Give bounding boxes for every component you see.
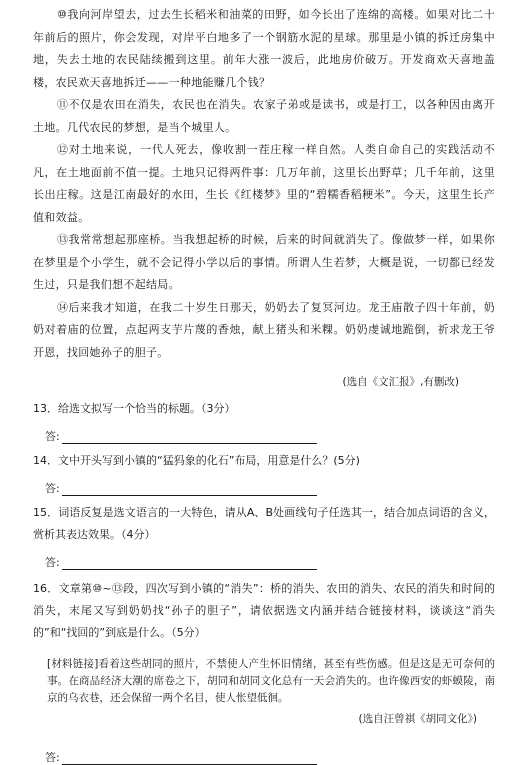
question-14: 14．文中开头写到小镇的“猛犸象的化石”布局，用意是什么？(5分) xyxy=(33,454,360,467)
answer-line[interactable] xyxy=(62,752,317,765)
material-source: (选自汪曾祺《胡同文化》) xyxy=(358,713,477,725)
answer-16 xyxy=(45,747,495,765)
answer-15 xyxy=(45,552,495,570)
answer-14 xyxy=(45,478,495,496)
exam-page xyxy=(33,0,495,765)
paragraph-13: ⑬我常常想起那座桥。当我想起桥的时候，后来的时间就消失了。像做梦一样，如果你在梦里是个小学生，就不会记得小学以后的事情。所谓人生若梦，大概是说，一切都已经发生过，只是我们想不起结局。 xyxy=(33,233,495,291)
material-link: [材料链接]看着这些胡同的照片，不禁使人产生怀旧情绪，甚至有些伤感。但是这是无可奈何的事。在商品经济大潮的席卷之下，胡同和胡同文化总有一天会消失的。也许像西安的虾蟆陵，南京的乌衣巷，还会保留一两个名目，使人怅望低徊。 xyxy=(47,658,495,704)
answer-label: 答: xyxy=(45,430,60,443)
answer-label: 答: xyxy=(45,751,60,764)
question-13: 13．给选文拟写一个恰当的标题。（3分） xyxy=(33,402,236,415)
paragraph-14: ⑭后来我才知道，在我二十岁生日那天，奶奶去了复冥河边。龙王庙散子四十年前，奶奶对着庙的位置，点起两支芋片蔑的香烛，献上猪头和米粿。奶奶虔诚地跪倒，祈求龙王爷开恩，找回她孙子的胆子。 xyxy=(33,300,495,359)
question-15: 15．词语反复是选文语言的一大特色，请从A、B处画线句子任选其一，结合加点词语的含义，赏析其表达效果。（4分） xyxy=(33,506,495,541)
answer-label: 答: xyxy=(45,556,60,569)
question-16: 16．文章第⑩~⑬段，四次写到小镇的“消失”：桥的消失、农田的消失、农民的消失和时间的消失，末尾又写到奶奶找“孙子的胆子”，请依据选文内涵并结合链接材料，谈谈这“消失的”和“找回的”到底是什么。（5分） xyxy=(33,582,495,639)
paragraph-10: ⑩我向河岸望去，过去生长稻米和油菜的田野，如今长出了连绵的高楼。如果对比二十年前后的照片，你会发现，对岸平白地多了一个钢筋水泥的星球。那里是小镇的拆迁房集中地，失去土地的农民陆续搬到这里。前年大涨一波后，此地房价破万。开发商欢天喜地盖楼，农民欢天喜地拆迁——一种地能赚几个钱？ xyxy=(33,8,495,89)
article-source: (选自《文汇报》,有删改) xyxy=(342,376,459,388)
answer-13 xyxy=(45,426,495,444)
paragraph-11: ⑪不仅是农田在消失，农民也在消失。农家子弟或是读书，或是打工，以各种因由离开土地。几代农民的梦想，是当个城里人。 xyxy=(33,98,495,134)
answer-line[interactable] xyxy=(62,483,317,496)
paragraph-12: ⑫对土地来说，一代人死去，像收割一茬庄稼一样自然。人类自命自己的实践活动不凡，在土地面前不值一提。土地只记得两件事：几万年前，这里长出野草；几千年前，这里长出庄稼。这是江南最好的水田，生长《红楼梦》里的“碧糯香稻粳米”。今天，这里生长产值和效益。 xyxy=(33,143,495,224)
answer-label: 答: xyxy=(45,482,60,495)
answer-line[interactable] xyxy=(62,431,317,444)
answer-line[interactable] xyxy=(62,557,317,570)
